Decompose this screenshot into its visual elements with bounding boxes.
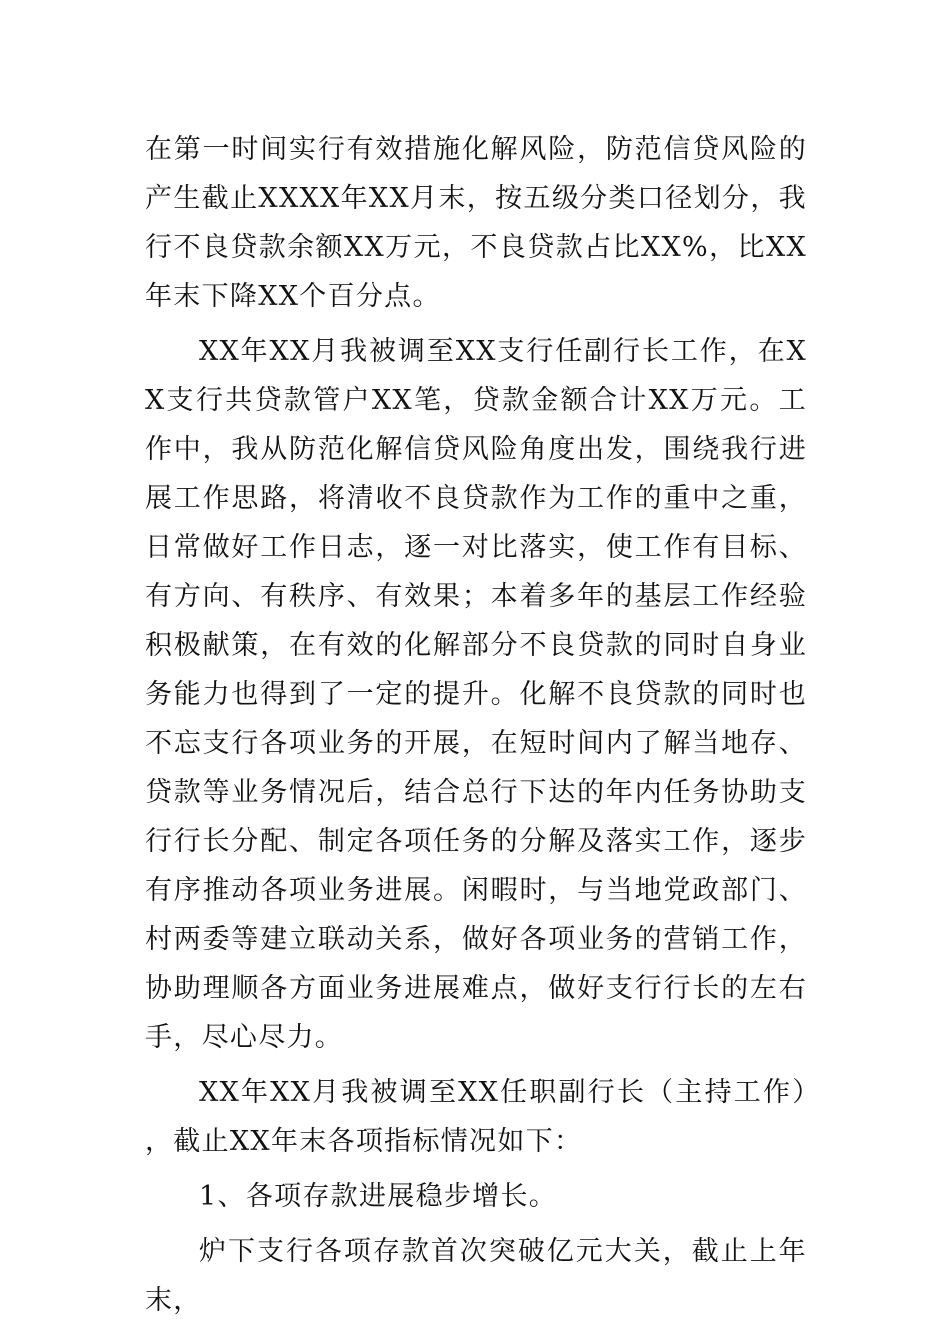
paragraph-4: 1、各项存款进展稳步增长。 <box>199 1181 558 1212</box>
paragraph-5: 炉下支行各项存款首次突破亿元大关，截止上年末， <box>145 1236 807 1316</box>
paragraph-1: 在第一时间实行有效措施化解风险，防范信贷风险的产生截止XXXX年XX月末，按五级分类口径划分，我行不良贷款余额XX万元，不良贷款占比XX%，比XX年末下降XX个百分点。 <box>145 134 807 312</box>
paragraph-2: XX年XX月我被调至XX支行任副行长工作，在XX支行共贷款管户XX笔，贷款金额合计XX万元。工作中，我从防范化解信贷风险角度出发，围绕我行进展工作思路，将清收不良贷款作为工作的重中之重，日常做好工作日志，逐一对比落实，使工作有目标、有方向、有秩序、有效果；本着多年的基层工作经验积极献策，在有效的化解部分不良贷款的同时自身业务能力也得到了一定的提升。化解不良贷款的同时也不忘支行各项业务的开展，在短时间内了解当地存、贷款等业务情况后，结合总行下达的年内任务协助支行行长分配、制定各项任务的分解及落实工作，逐步有序推动各项业务进展。闲暇时，与当地党政部门、村两委等建立联动关系，做好各项业务的营销工作，协助理顺各方面业务进展难点，做好支行行长的左右手，尽心尽力。 <box>145 336 807 1053</box>
document-body <box>145 125 807 1325</box>
paragraph-3: XX年XX月我被调至XX任职副行长（主持工作），截止XX年末各项指标情况如下： <box>145 1077 807 1157</box>
